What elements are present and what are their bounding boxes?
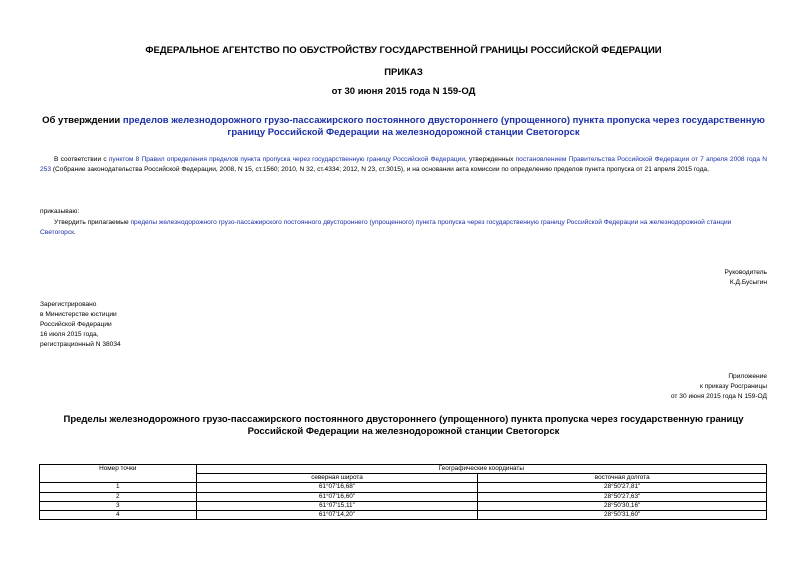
- latitude-value: 61°07'15,11": [196, 501, 478, 510]
- signature-role: Руководитель: [724, 269, 767, 276]
- registration-line: 16 июля 2015 года,: [40, 331, 99, 338]
- header-longitude: восточная долгота: [478, 474, 767, 483]
- longitude-value: 28°50'30,16": [478, 501, 767, 510]
- coordinates-table: [39, 464, 767, 520]
- point-number: 2: [40, 492, 197, 501]
- signature-name: К.Д.Бусыгин: [729, 279, 767, 286]
- appendix-line: к приказу Росграницы: [700, 383, 767, 390]
- header-latitude: северная широта: [196, 474, 478, 483]
- order-label: приказываю:: [40, 208, 80, 215]
- order-text-2: .: [74, 229, 76, 236]
- table-header-row: [40, 465, 767, 474]
- latitude-value: 61°07'14,20": [196, 510, 478, 519]
- table-row: [40, 501, 767, 510]
- registration-line: Зарегистрировано: [40, 301, 97, 308]
- registration-block: [40, 300, 240, 350]
- table-row: [40, 483, 767, 492]
- doc-title-link[interactable]: пределов железнодорожного грузо-пассажирского постоянного двустороннего (упрощенного) пункта пропуска через государственную границу Российской Федерации на железнодорожной станции Светогорск: [122, 115, 765, 138]
- registration-line: Российской Федерации: [40, 321, 112, 328]
- agency-heading: ФЕДЕРАЛЬНОЕ АГЕНТСТВО ПО ОБУСТРОЙСТВУ ГОСУДАРСТВЕННОЙ ГРАНИЦЫ РОССИЙСКОЙ ФЕДЕРАЦИИ: [145, 45, 662, 56]
- appendix-line: от 30 июня 2015 года N 159-ОД: [670, 393, 767, 400]
- table-row: [40, 510, 767, 519]
- point-number: 4: [40, 510, 197, 519]
- longitude-value: 28°50'27,81": [478, 483, 767, 492]
- table-row: [40, 492, 767, 501]
- doc-title-prefix: Об утверждении: [42, 115, 123, 126]
- rules-link[interactable]: пунктом 8 Правил определения пределов пункта пропуска через государственную границу Российской Федерации: [108, 156, 466, 163]
- doc-type: ПРИКАЗ: [384, 67, 423, 78]
- appendix-title: Пределы железнодорожного грузо-пассажирского постоянного двустороннего (упрощенного) пункта пропуска через государственную границу Российской Федерации на железнодорожной станции Светогорск: [63, 414, 744, 437]
- doc-date: от 30 июня 2015 года N 159-ОД: [331, 86, 476, 97]
- government-decree-link[interactable]: постановлением Правительства Российской Федерации от 7 апреля 2008 года N 253: [40, 156, 767, 173]
- point-number: 3: [40, 501, 197, 510]
- registration-line: в Министерстве юстиции: [40, 311, 117, 318]
- preamble-paragraph: [40, 155, 767, 175]
- preamble-text-1: В соответствии с: [54, 156, 109, 163]
- appendix-header: [567, 372, 767, 402]
- registration-line: регистрационный N 38034: [40, 341, 121, 348]
- preamble-text-3: (Собрание законодательства Российской Федерации, 2008, N 15, ст.1560; 2010, N 32, ст.4334; 2012, N 23, ст.3015), и на основании акта комиссии по определению пределов пункта пропуска от 21 апреля 2015 года,: [51, 166, 709, 173]
- doc-title: [40, 115, 767, 139]
- header-geo-coordinates: Географические координаты: [196, 465, 766, 474]
- latitude-value: 61°07'16,60": [196, 492, 478, 501]
- longitude-value: 28°50'31,60": [478, 510, 767, 519]
- limits-link[interactable]: пределы железнодорожного грузо-пассажирского постоянного двустороннего (упрощенного) пункта пропуска через государственную границу Российской Федерации на железнодорожной станции Светогорск: [40, 219, 732, 236]
- order-paragraph: [40, 218, 767, 238]
- header-point-number: Номер точки: [40, 465, 197, 483]
- longitude-value: 28°50'27,63": [478, 492, 767, 501]
- order-text-1: Утвердить прилагаемые: [54, 219, 131, 226]
- preamble-text-2: , утвержденных: [465, 156, 516, 163]
- appendix-line: Приложение: [728, 373, 767, 380]
- point-number: 1: [40, 483, 197, 492]
- latitude-value: 61°07'16,68": [196, 483, 478, 492]
